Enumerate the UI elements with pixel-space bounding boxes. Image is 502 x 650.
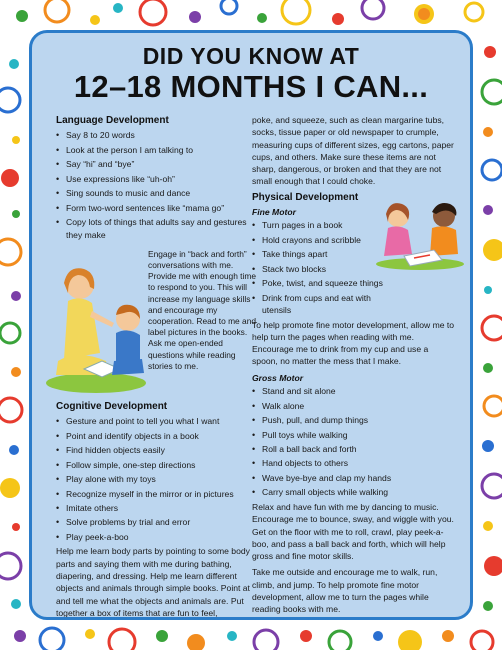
cognitive-list	[56, 415, 251, 543]
list-item: • Turn pages in a book	[252, 219, 456, 231]
list-item: • Play alone with my toys	[56, 473, 251, 485]
fine-motor-tip: To help promote fine motor development, allow me to help turn the pages when reading with me. Encourage me to drink from my cup and use a spoon, no matter the mess that I make.	[252, 319, 455, 367]
fine-motor-list	[252, 219, 456, 316]
list-item: • Follow simple, one-step directions	[56, 459, 251, 471]
list-item: • Form two-word sentences like “mama go”	[56, 202, 251, 214]
title-line-2: 12–18 MONTHS I CAN...	[73, 69, 429, 104]
left-column	[56, 115, 257, 620]
engage-tip: Engage in “back and forth” conversations with me. Provide me with enough time to respond to you. This will increase my language skills and encourage my cooperation. Read to me and label pictures in the books. Ask me open-ended questions while reading stories to me.	[148, 248, 257, 371]
gross-motor-tip-1: Relax and have fun with me by dancing to music. Encourage me to bounce, sway, and wiggle with you. Get on the floor with me to roll, crawl, play peek-a-boo, and pass a ball back and forth, which will help gross and fine motor skills.	[252, 501, 454, 562]
list-item: • Solve problems by trial and error	[56, 516, 251, 528]
fine-motor-subheading: Fine Motor	[252, 207, 296, 218]
list-item: • Point and identify objects in a book	[56, 430, 251, 442]
physical-heading: Physical Development	[252, 191, 359, 203]
right-column	[252, 112, 456, 620]
list-item: • Hold crayons and scribble	[252, 234, 456, 246]
list-item: • Play peek-a-boo	[56, 531, 251, 543]
list-item: • Look at the person I am talking to	[56, 144, 251, 156]
language-list	[56, 129, 251, 241]
list-item: • Sing sounds to music and dance	[56, 187, 251, 199]
list-item: • Recognize myself in the mirror or in pictures	[56, 488, 251, 500]
cognitive-tip: Help me learn body parts by pointing to some body parts and saying them with me during bathing, diapering, and dressing. Help me learn different objects and animals through simple books. Point at and tell me what the objects and animals are. Put together a box of items that are fun to feel,	[56, 546, 250, 618]
list-item: • Push, pull, and dump things	[252, 414, 456, 426]
continued-text: poke, and squeeze, such as clean margarine tubs, socks, tissue paper or old newspaper to crumple, measuring cups of different sizes, egg cartons, paper cups, and others. Make sure these items are not sharp, dangerous, or broken and that they are not small enough that I could choke.	[252, 115, 454, 187]
list-item: • Roll a ball back and forth	[252, 443, 456, 455]
list-item: • Hand objects to others	[252, 457, 456, 469]
mother-child-reading-illustration	[44, 257, 148, 397]
list-item: • Copy lots of things that adults say and gestures they make	[56, 216, 251, 241]
list-item: • Say 8 to 20 words	[56, 129, 251, 141]
title-line-1: DID YOU KNOW AT	[142, 43, 360, 69]
list-item: • Walk alone	[252, 400, 456, 412]
list-item: • Find hidden objects easily	[56, 444, 251, 456]
info-card	[29, 30, 473, 620]
language-heading: Language Development	[56, 115, 169, 126]
list-item: • Wave bye-bye and clap my hands	[252, 472, 456, 484]
cognitive-heading: Cognitive Development	[56, 400, 168, 412]
list-item: • Imitate others	[56, 502, 251, 514]
list-item: • Take things apart	[252, 248, 456, 260]
list-item: • Stack two blocks	[252, 263, 456, 275]
list-item: • Drink from cups and eat with utensils	[252, 292, 372, 317]
list-item: • Pull toys while walking	[252, 429, 456, 441]
list-item: • Use expressions like “uh-oh”	[56, 173, 251, 185]
gross-motor-tip-2: Take me outside and encourage me to walk, run, climb, and jump. To help promote fine motor development, allow me to turn the pages while reading books with me.	[252, 567, 438, 615]
gross-motor-subheading: Gross Motor	[252, 372, 304, 383]
engage-section	[56, 248, 257, 399]
list-item: • Stand and sit alone	[252, 385, 456, 397]
list-item: • Carry small objects while walking	[252, 486, 456, 498]
list-item: • Poke, twist, and squeeze things	[252, 277, 456, 289]
fine-motor-section	[252, 206, 456, 368]
list-item: • Say “hi” and “bye”	[56, 158, 251, 170]
gross-motor-list	[252, 385, 456, 499]
list-item: • Gesture and point to tell you what I want	[56, 415, 251, 427]
